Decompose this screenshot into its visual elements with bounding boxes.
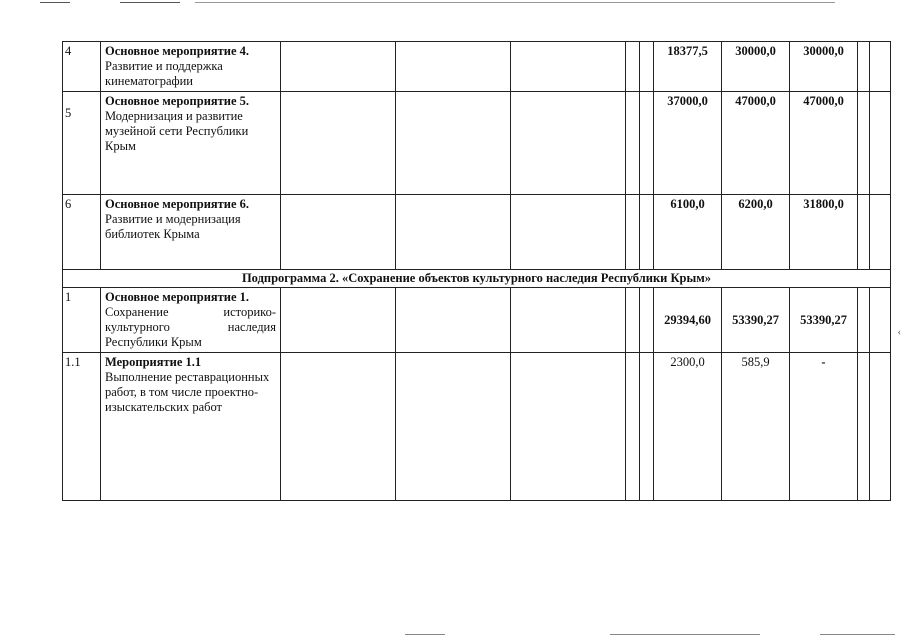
activity-description: Развитие и поддержка кинематографии: [105, 59, 223, 88]
empty-cell: [870, 42, 891, 92]
table-row: [63, 195, 891, 270]
stray-mark: ‹: [897, 327, 901, 338]
empty-cell: [281, 353, 396, 501]
empty-cell: [626, 195, 640, 270]
scan-artifact-line: [120, 2, 180, 3]
amount-year-3: -: [790, 353, 858, 501]
empty-cell: [396, 42, 511, 92]
activity-cell: [101, 92, 281, 195]
empty-cell: [626, 92, 640, 195]
empty-cell: [870, 92, 891, 195]
empty-cell: [640, 288, 654, 353]
empty-cell: [858, 288, 870, 353]
empty-cell: [396, 353, 511, 501]
amount-year-3: 47000,0: [790, 92, 858, 195]
empty-cell: [281, 92, 396, 195]
scan-artifact-line: [820, 634, 895, 635]
activity-cell: [101, 288, 281, 353]
activity-title: Основное мероприятие 6.: [105, 197, 250, 211]
amount-year-1: 6100,0: [654, 195, 722, 270]
subprogram-heading: Подпрограмма 2. «Сохранение объектов культурного наследия Республики Крым»: [63, 270, 891, 288]
empty-cell: [858, 195, 870, 270]
amount-year-1: 29394,60: [654, 288, 722, 353]
empty-cell: [640, 42, 654, 92]
amount-year-3: 30000,0: [790, 42, 858, 92]
row-number: 6: [63, 195, 101, 270]
empty-cell: [511, 288, 626, 353]
amount-year-1: 2300,0: [654, 353, 722, 501]
empty-cell: [511, 353, 626, 501]
empty-cell: [396, 288, 511, 353]
activity-title: Основное мероприятие 1.: [105, 290, 250, 304]
activity-cell: [101, 42, 281, 92]
table-row: [63, 42, 891, 92]
empty-cell: [281, 195, 396, 270]
activity-title: Мероприятие 1.1: [105, 355, 202, 369]
empty-cell: [858, 42, 870, 92]
amount-year-1: 37000,0: [654, 92, 722, 195]
activity-title: Основное мероприятие 5.: [105, 94, 250, 108]
scan-artifact-line: [40, 2, 70, 3]
scan-artifact-line: [195, 2, 835, 3]
empty-cell: [626, 353, 640, 501]
empty-cell: [281, 42, 396, 92]
empty-cell: [281, 288, 396, 353]
empty-cell: [511, 195, 626, 270]
empty-cell: [626, 42, 640, 92]
empty-cell: [858, 92, 870, 195]
activity-description: Развитие и модернизация библиотек Крыма: [105, 212, 241, 241]
amount-year-2: 585,9: [722, 353, 790, 501]
activity-cell: [101, 353, 281, 501]
empty-cell: [870, 288, 891, 353]
row-number: 4: [63, 42, 101, 92]
row-number: 1: [63, 288, 101, 353]
empty-cell: [640, 92, 654, 195]
scan-artifact-line: [610, 634, 760, 635]
empty-cell: [870, 353, 891, 501]
amount-year-3: 31800,0: [790, 195, 858, 270]
row-number: 5: [63, 92, 101, 195]
empty-cell: [858, 353, 870, 501]
empty-cell: [511, 92, 626, 195]
activity-cell: [101, 195, 281, 270]
activity-description: Сохранение историко-культурного наследия Республики Крым: [105, 305, 276, 349]
table-row: [63, 92, 891, 195]
empty-cell: [870, 195, 891, 270]
empty-cell: [396, 195, 511, 270]
empty-cell: [511, 42, 626, 92]
subprogram-row: [63, 270, 891, 288]
empty-cell: [396, 92, 511, 195]
amount-year-1: 18377,5: [654, 42, 722, 92]
scan-artifact-line: [405, 634, 445, 635]
budget-table: [62, 41, 891, 501]
empty-cell: [640, 353, 654, 501]
amount-year-2: 53390,27: [722, 288, 790, 353]
activity-title: Основное мероприятие 4.: [105, 44, 250, 58]
empty-cell: [640, 195, 654, 270]
activity-description: Выполнение реставрационных работ, в том числе проектно-изыскательских работ: [105, 370, 270, 414]
amount-year-2: 6200,0: [722, 195, 790, 270]
amount-year-2: 47000,0: [722, 92, 790, 195]
table-row: [63, 288, 891, 353]
amount-year-3: 53390,27: [790, 288, 858, 353]
table-row: [63, 353, 891, 501]
empty-cell: [626, 288, 640, 353]
amount-year-2: 30000,0: [722, 42, 790, 92]
activity-description: Модернизация и развитие музейной сети Республики Крым: [105, 109, 249, 153]
row-number: 1.1: [63, 353, 101, 501]
